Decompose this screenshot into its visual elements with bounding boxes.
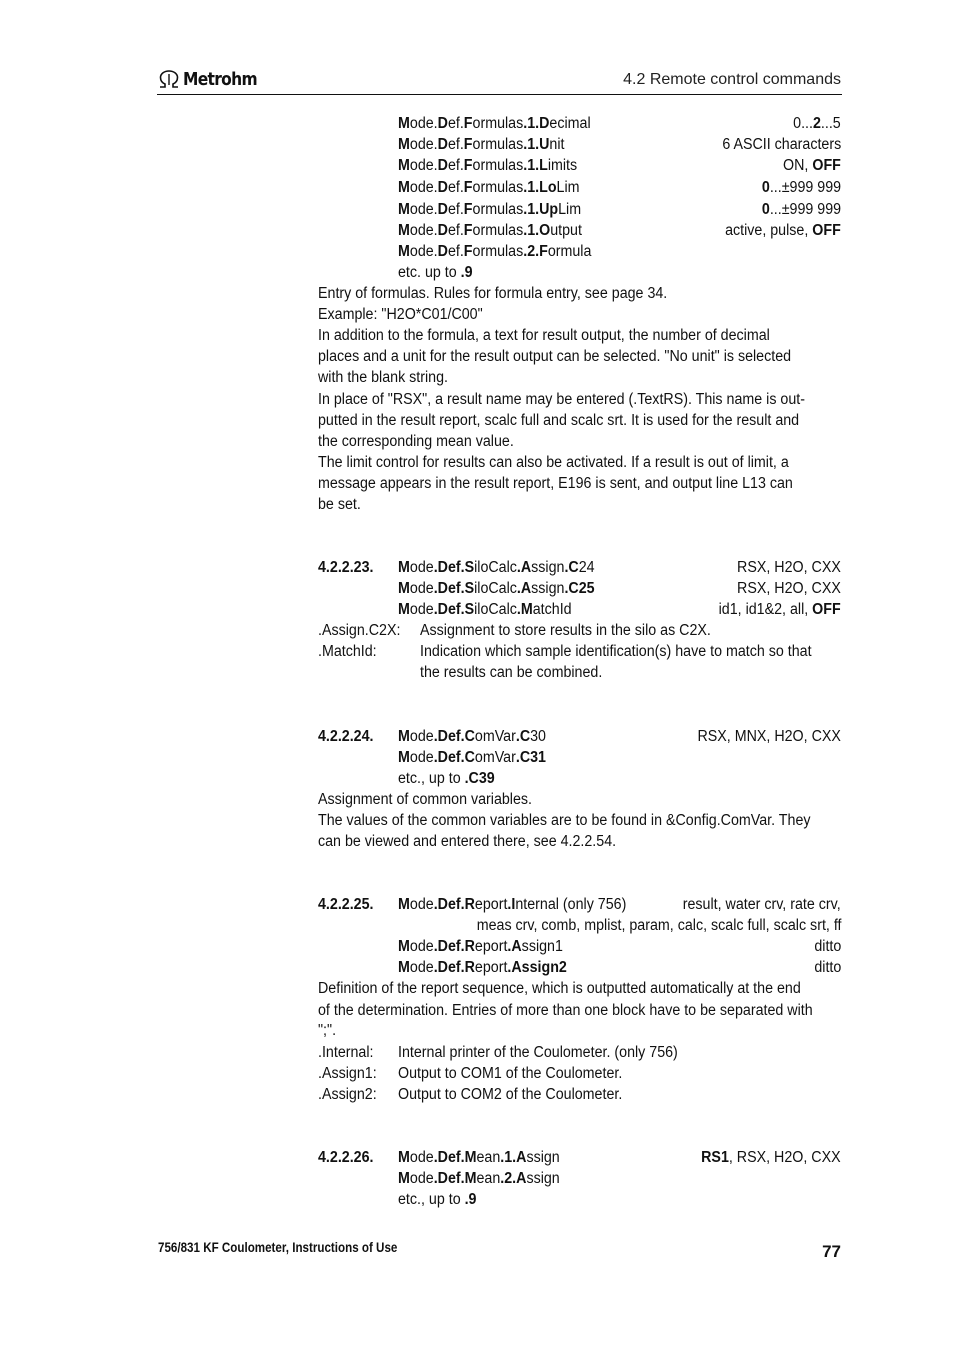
command-value: ditto: [814, 938, 841, 955]
etc-line: etc., up to .9: [398, 1191, 477, 1208]
etc-line: etc. up to .9: [398, 264, 473, 281]
command-line: Mode.Def.Report.Assign1: [398, 938, 563, 955]
metrohm-logo: [158, 68, 269, 90]
command-value: ON, OFF: [783, 157, 841, 174]
command-line: Mode.Def.Formulas.1.Output: [398, 222, 582, 239]
command-value: RSX, H2O, CXX: [737, 559, 841, 576]
section-number: 4.2.2.25.: [318, 896, 374, 913]
command-line: Mode.Def.Report.Internal (only 756): [398, 896, 627, 913]
param-name: .MatchId:: [318, 643, 377, 660]
param-text: Output to COM2 of the Coulometer.: [398, 1086, 623, 1103]
command-line: Mode.Def.Report.Assign2: [398, 959, 567, 976]
command-line: Mode.Def.Formulas.2.Formula: [398, 243, 592, 260]
paragraph-line: The values of the common variables are to be found in &Config.ComVar. They: [318, 812, 811, 829]
paragraph-line: Entry of formulas. Rules for formula entry, see page 34.: [318, 285, 668, 302]
section-number: 4.2.2.24.: [318, 728, 374, 745]
command-value: 0...±999 999: [761, 179, 841, 196]
command-value-continued: meas crv, comb, mplist, param, calc, scalc full, scalc srt, ff: [476, 917, 841, 934]
command-value: result, water crv, rate crv,: [683, 896, 841, 913]
command-value: RSX, H2O, CXX: [737, 580, 841, 597]
param-text: the results can be combined.: [420, 664, 603, 681]
paragraph-line: message appears in the result report, E196 is sent, and output line L13 can: [318, 475, 793, 492]
param-name: .Assign.C2X:: [318, 622, 401, 639]
command-value: 0...±999 999: [761, 201, 841, 218]
paragraph-line: Example: "H2O*C01/C00": [318, 306, 483, 323]
command-value: id1, id1&2, all, OFF: [718, 601, 841, 618]
command-line: Mode.Def.Mean.1.Assign: [398, 1149, 560, 1166]
param-name: .Internal:: [318, 1044, 374, 1061]
metrohm-omega-icon: [158, 69, 180, 89]
page-number: 77: [822, 1242, 841, 1261]
etc-line: etc., up to .C39: [398, 770, 495, 787]
paragraph-line: Definition of the report sequence, which is outputted automatically at the end: [318, 980, 801, 997]
param-text: Internal printer of the Coulometer. (only 756): [398, 1044, 678, 1061]
command-line: Mode.Def.SiloCalc.MatchId: [398, 601, 572, 618]
paragraph-line: putted in the result report, scalc full and scalc srt. It is used for the result and: [318, 412, 800, 429]
paragraph-line: places and a unit for the result output can be selected. "No unit" is selected: [318, 348, 792, 365]
section-title: 4.2 Remote control commands: [623, 71, 841, 88]
command-line: Mode.Def.ComVar.C31: [398, 749, 546, 766]
command-line: Mode.Def.SiloCalc.Assign.C24: [398, 559, 595, 576]
paragraph-line: can be viewed and entered there, see 4.2.2.54.: [318, 833, 617, 850]
command-line: Mode.Def.Mean.2.Assign: [398, 1170, 560, 1187]
paragraph-line: be set.: [318, 496, 361, 513]
command-value: 6 ASCII characters: [722, 136, 841, 153]
command-value: RSX, MNX, H2O, CXX: [697, 728, 841, 745]
paragraph-line: The limit control for results can also be activated. If a result is out of limit, a: [318, 454, 789, 471]
header-rule: [157, 94, 842, 95]
command-line: Mode.Def.Formulas.1.Limits: [398, 157, 578, 174]
param-name: .Assign2:: [318, 1086, 377, 1103]
command-value: ditto: [814, 959, 841, 976]
command-value: RS1, RSX, H2O, CXX: [701, 1149, 841, 1166]
section-number: 4.2.2.26.: [318, 1149, 374, 1166]
command-value: 0...2...5: [793, 115, 841, 132]
paragraph-line: ";".: [318, 1022, 337, 1039]
command-value: active, pulse, OFF: [725, 222, 841, 239]
paragraph-line: the corresponding mean value.: [318, 433, 514, 450]
command-line: Mode.Def.Formulas.1.LoLim: [398, 179, 580, 196]
command-line: Mode.Def.ComVar.C30: [398, 728, 546, 745]
paragraph-line: with the blank string.: [318, 369, 448, 386]
document-title: 756/831 KF Coulometer, Instructions of Use: [158, 1240, 398, 1255]
command-line: Mode.Def.SiloCalc.Assign.C25: [398, 580, 595, 597]
paragraph-line: Assignment of common variables.: [318, 791, 533, 808]
command-line: Mode.Def.Formulas.1.Decimal: [398, 115, 591, 132]
param-text: Output to COM1 of the Coulometer.: [398, 1065, 623, 1082]
section-number: 4.2.2.23.: [318, 559, 374, 576]
paragraph-line: of the determination. Entries of more than one block have to be separated with: [318, 1002, 813, 1019]
paragraph-line: In place of "RSX", a result name may be entered (.TextRS). This name is out-: [318, 391, 805, 408]
param-text: Assignment to store results in the silo as C2X.: [420, 622, 711, 639]
param-text: Indication which sample identification(s) have to match so that: [420, 643, 812, 660]
logo-text: Metrohm: [183, 68, 257, 90]
command-line: Mode.Def.Formulas.1.Unit: [398, 136, 565, 153]
paragraph-line: In addition to the formula, a text for result output, the number of decimal: [318, 327, 770, 344]
param-name: .Assign1:: [318, 1065, 377, 1082]
command-line: Mode.Def.Formulas.1.UpLim: [398, 201, 582, 218]
